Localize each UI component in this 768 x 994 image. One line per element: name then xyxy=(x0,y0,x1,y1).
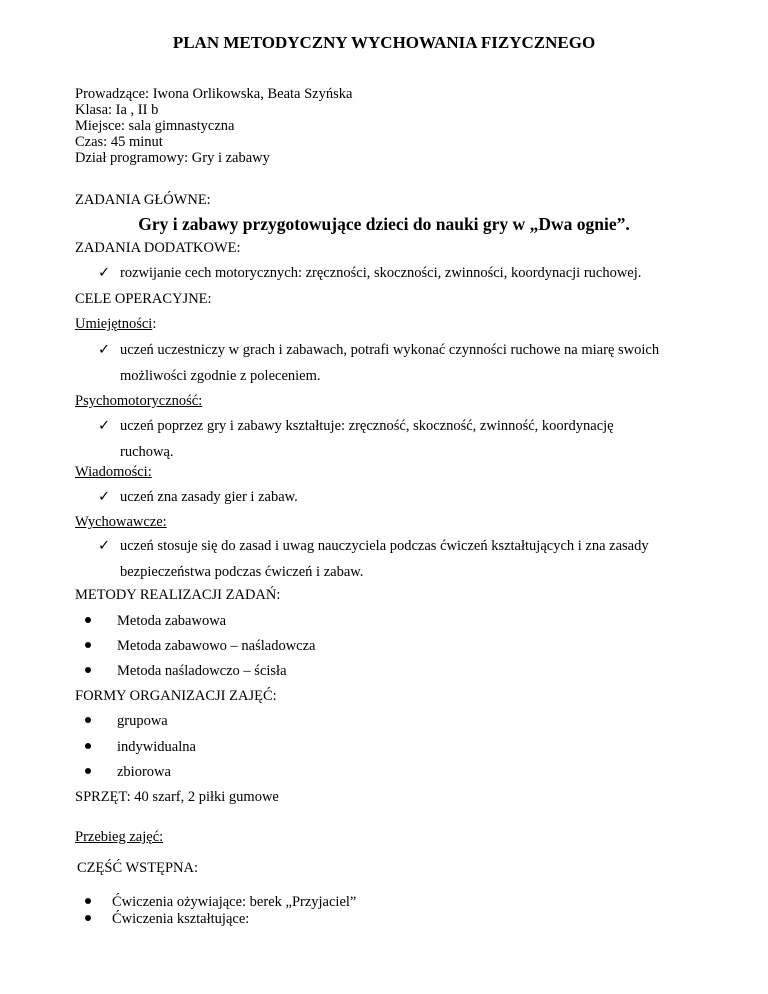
additional-tasks-heading: ZADANIA DODATKOWE: xyxy=(75,240,241,256)
check-icon: ✓ xyxy=(98,265,111,281)
bullet-icon xyxy=(85,768,91,774)
forms-heading: FORMY ORGANIZACJI ZAJĘĆ: xyxy=(75,688,277,704)
skills-item-continuation: możliwości zgodnie z poleceniem. xyxy=(120,368,321,384)
bullet-icon xyxy=(85,642,91,648)
check-icon: ✓ xyxy=(98,418,111,434)
method-item: Metoda zabawowa xyxy=(85,613,226,630)
bullet-icon xyxy=(85,617,91,623)
additional-task-item: ✓ rozwijanie cech motorycznych: zręczności, skoczności, zwinności, koordynacji ruchowej. xyxy=(98,265,642,281)
knowledge-label: Wiadomości: xyxy=(75,464,152,480)
main-tasks-heading: ZADANIA GŁÓWNE: xyxy=(75,192,211,208)
bullet-icon xyxy=(85,915,91,921)
check-icon: ✓ xyxy=(98,342,111,358)
methods-heading: METODY REALIZACJI ZADAŃ: xyxy=(75,587,281,603)
check-icon: ✓ xyxy=(98,538,111,554)
method-item: Metoda naśladowczo – ścisła xyxy=(85,663,287,680)
psychomotor-label: Psychomotoryczność: xyxy=(75,393,203,409)
form-item: zbiorowa xyxy=(85,764,171,781)
section-line: Dział programowy: Gry i zabawy xyxy=(75,150,270,166)
skills-item: ✓ uczeń uczestniczy w grach i zabawach, potrafi wykonać czynności ruchowe na miarę swoich xyxy=(98,342,660,358)
document-title: PLAN METODYCZNY WYCHOWANIA FIZYCZNEGO xyxy=(172,33,596,52)
goals-heading: CELE OPERACYJNE: xyxy=(75,291,212,307)
skills-label: Umiejętności: xyxy=(75,316,157,332)
time-line: Czas: 45 minut xyxy=(75,134,163,150)
class-line: Klasa: Ia , II b xyxy=(75,102,159,118)
bullet-icon xyxy=(85,898,91,904)
educational-item: ✓ uczeń stosuje się do zasad i uwag nauczyciela podczas ćwiczeń kształtujących i zna zasady xyxy=(98,538,649,554)
form-item: grupowa xyxy=(85,713,168,730)
bullet-icon xyxy=(85,743,91,749)
knowledge-item: ✓ uczeń zna zasady gier i zabaw. xyxy=(98,489,298,505)
intro-part-heading: CZĘŚĆ WSTĘPNA: xyxy=(77,860,198,876)
psychomotor-item-continuation: ruchową. xyxy=(120,444,174,460)
bullet-icon xyxy=(85,717,91,723)
educational-label: Wychowawcze: xyxy=(75,514,167,530)
method-item: Metoda zabawowo – naśladowcza xyxy=(85,638,316,655)
place-line: Miejsce: sala gimnastyczna xyxy=(75,118,235,134)
check-icon: ✓ xyxy=(98,489,111,505)
educational-item-continuation: bezpieczeństwa podczas ćwiczeń i zabaw. xyxy=(120,564,364,580)
main-task-text: Gry i zabawy przygotowujące dzieci do nauki gry w „Dwa ognie”. xyxy=(138,214,630,234)
teachers-line: Prowadzące: Iwona Orlikowska, Beata Szyńska xyxy=(75,86,353,102)
bullet-icon xyxy=(85,667,91,673)
course-item: Ćwiczenia ożywiające: berek „Przyjaciel” xyxy=(85,894,356,911)
psychomotor-item: ✓ uczeń poprzez gry i zabawy kształtuje: zręczność, skoczność, zwinność, koordynację xyxy=(98,418,614,434)
equipment-line: SPRZĘT: 40 szarf, 2 piłki gumowe xyxy=(75,789,279,805)
form-item: indywidualna xyxy=(85,739,196,756)
course-heading: Przebieg zajęć: xyxy=(75,829,164,845)
course-item: Ćwiczenia kształtujące: xyxy=(85,911,249,928)
